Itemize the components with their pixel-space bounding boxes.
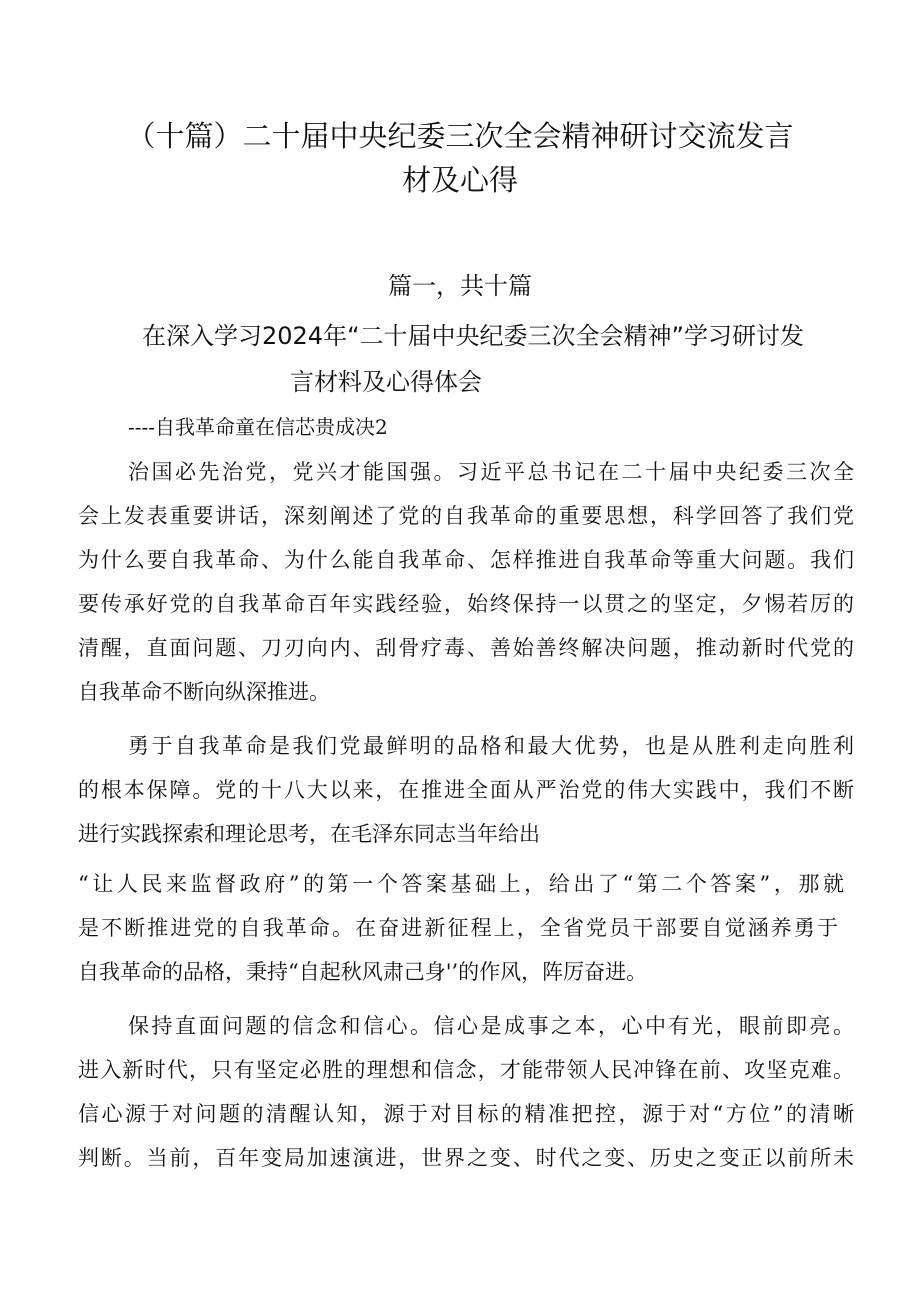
document-title-line-2: 材及心得 (401, 163, 518, 197)
paragraph-line: 判断。当前，百年变局加速演进，世界之变、时代之变、历史之变正以前所未 (78, 1146, 854, 1170)
paragraph-line: 治国必先治党，党兴才能国强。习近平总书记在二十届中央纪委三次全 (128, 460, 854, 484)
paragraph-line: 进入新时代，只有坚定必胜的理想和信念，才能带领人民冲锋在前、攻坚克难。 (78, 1058, 854, 1082)
paragraph-line: 是不断推进党的自我革命。在奋进新征程上，全省党员干部要自觉涵养勇于 (78, 916, 838, 940)
paragraph-line: “让人民来监督政府”的第一个答案基础上，给出了“第二个答案”，那就 (78, 872, 844, 896)
paragraph-line: 勇于自我革命是我们党最鲜明的品格和最大优势，也是从胜利走向胜利 (128, 734, 854, 758)
subtitle-line-1: 在深入学习2024年“二十届中央纪委三次全会精神”学习研讨发 (142, 322, 804, 350)
document-title-line-1: （十篇）二十届中央纪委三次全会精神研讨交流发言 (126, 119, 794, 153)
paragraph-line: 进行实践探索和理论思考，在毛泽东同志当年给出 (78, 822, 540, 846)
section-heading: 篇一，共十篇 (388, 272, 532, 300)
paragraph-line: 保持直面问题的信念和信心。信心是成事之本，心中有光，眼前即亮。 (128, 1014, 854, 1038)
paragraph-line: 会上发表重要讲话，深刻阐述了党的自我革命的重要思想，科学回答了我们党 (78, 504, 854, 528)
paragraph-line: 信心源于对问题的清醒认知，源于对目标的精准把控，源于对“方位”的清晰 (78, 1102, 854, 1126)
paragraph-line: 清醒，直面问题、刀刃向内、刮骨疗毒、善始善终解决问题，推动新时代党的 (78, 636, 854, 660)
paragraph-line: 要传承好党的自我革命百年实践经验，始终保持一以贯之的坚定，夕惕若厉的 (78, 592, 854, 616)
paragraph-line: 为什么要自我革命、为什么能自我革命、怎样推进自我革命等重大问题。我们 (78, 548, 854, 572)
byline: ----自我革命童在信芯贵成决2 (128, 415, 388, 439)
paragraph-line: 的根本保障。党的十八大以来，在推进全面从严治党的伟大实践中，我们不断 (78, 778, 854, 802)
paragraph-line: 自我革命不断向纵深推进。 (78, 680, 330, 704)
subtitle-line-2: 言材料及心得体会 (290, 368, 482, 396)
paragraph-line: 自我革命的品格，秉持“自起秋风肃己身'’的作风，阵厉奋进。 (78, 960, 648, 984)
